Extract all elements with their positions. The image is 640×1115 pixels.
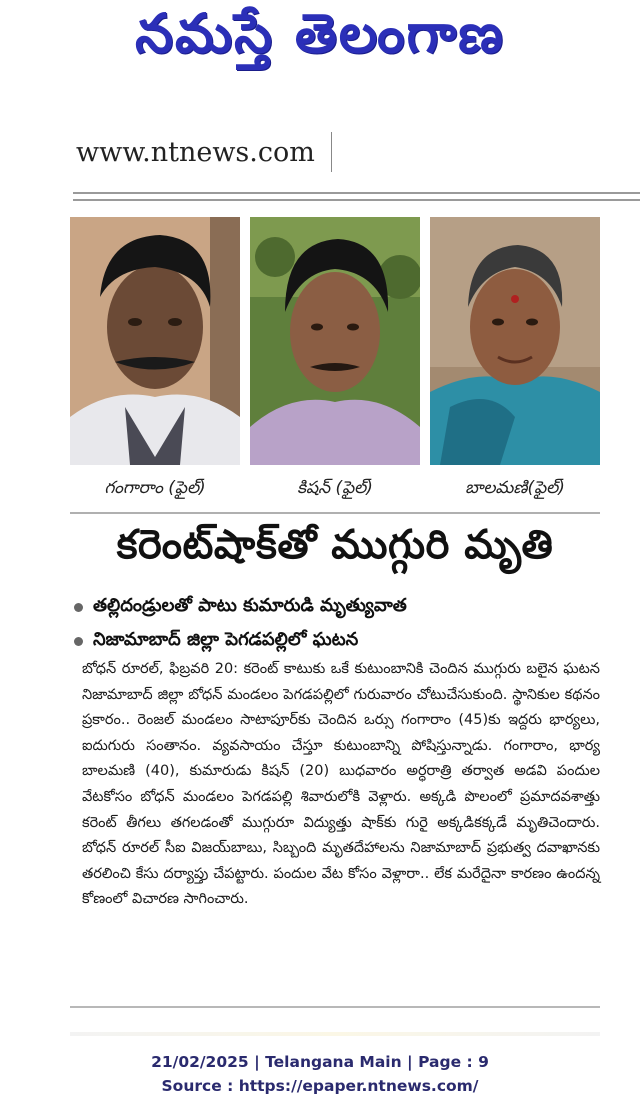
article-dateline: బోధన్ రూరల్, ఫిబ్రవరి 20: [82,661,244,677]
article-body [82,657,600,913]
masthead [0,0,640,80]
photo-gangaram [70,217,240,465]
subhead-text: నిజామాబాద్ జిల్లా పెగడపల్లిలో ఘటన [93,628,359,650]
article-headline: కరెంట్‌షాక్‌తో ముగ్గురి మృతి [116,522,554,568]
subhead-item [70,624,600,658]
photo-caption: బాలమణి(ఫైల్) [465,478,565,498]
footer-edition-info: 21/02/2025 | Telangana Main | Page : 9 [151,1053,489,1071]
faint-strip [70,1032,600,1036]
section-divider [70,512,600,514]
bullet-icon [74,637,83,646]
site-url[interactable]: www.ntnews.com [76,136,315,168]
bullet-icon [74,603,83,612]
article-end-rule [70,1006,600,1008]
site-url-row [76,132,332,172]
photo-caption: గంగారాం (ఫైల్) [104,478,206,498]
article-subheads [70,590,600,658]
footer [0,1050,640,1098]
newspaper-logo: నమస్తే తెలంగాణ [135,1,505,65]
photo-caption: కిషన్ (ఫైల్) [297,478,373,498]
subhead-text: తల్లిదండ్రులతో పాటు కుమారుడి మృత్యువాత [93,594,407,616]
header-rule [73,192,640,201]
url-divider [331,132,332,172]
photo-balamani [430,217,600,465]
subhead-item [70,590,600,624]
footer-source-link[interactable]: Source : https://epaper.ntnews.com/ [161,1077,479,1095]
photo-kishan [250,217,420,465]
article-text: కరెంట్ కాటుకు ఒకే కుటుంబానికి చెందిన ముగ్గురు బలైన ఘటన నిజామాబాద్ జిల్లా బోధన్ మండలం పెగడపల్లిలో గురువారం చోటుచేసుకుంది. స్థానికుల కథనం ప్రకారం.. రెంజల్ మండలం సాటాపూర్‌కు చెందిన ఒర్సు గంగారాం (45)కు ఇద్దరు భార్యలు, ఐదుగురు సంతానం. వ్యవసాయం చేస్తూ కుటుంబాన్ని పోషిస్తున్నాడు. గంగారాం, భార్య బాలమణి (40), కుమారుడు కిషన్ (20) బుధవారం అర్ధరాత్రి తర్వాత అడవి పందుల వేటకోసం బోధన్ మండలం పెగడపల్లి శివారులోకి వెళ్లారు. అక్కడి పొలంలో ప్రమాదవశాత్తు కరెంట్ తీగలు తగలడంతో ముగ్గురూ విద్యుత్తు షాక్‌కు గురై అక్కడికక్కడే మృతిచెందారు. బోధన్ రూరల్ సీఐ విజయ్‌బాబు, సిబ్బంది మృతదేహాలను నిజామాబాద్ ప్రభుత్వ దవాఖానకు తరలించి కేసు దర్యాప్తు చేపట్టారు. పందుల వేట కోసం వెళ్లారా.. లేక మరేదైనా కారణం ఉందన్న కోణంలో విచారణ సాగించారు. [82,661,600,908]
